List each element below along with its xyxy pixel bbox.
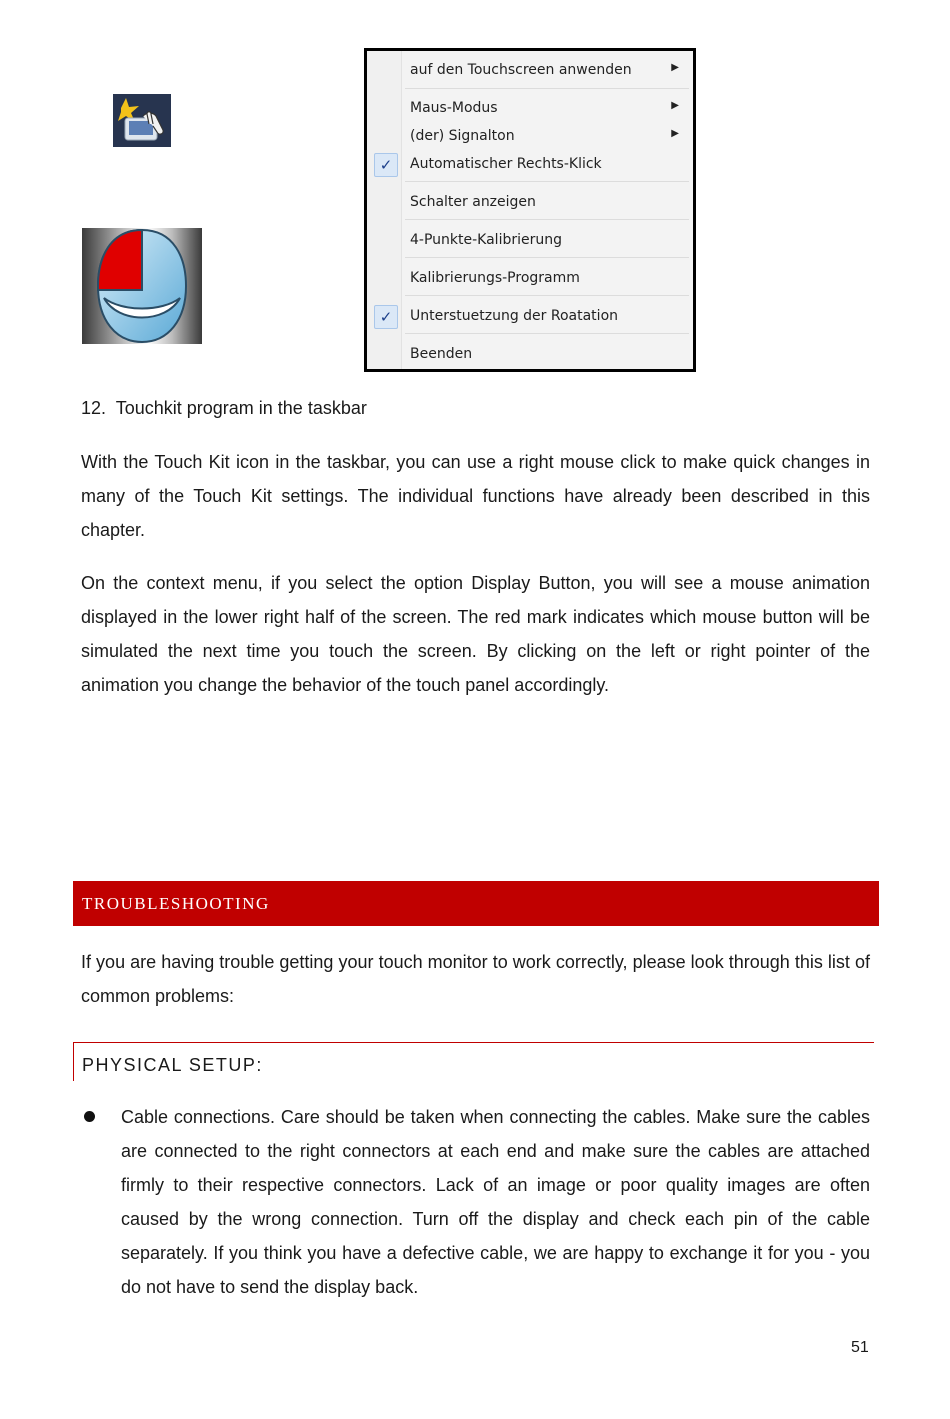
list-item: Cable connections. Care should be taken when connecting the cables. Make sure the cables are connected to the right connectors at each end and make sure the cables are attached firmly to their respective connectors. Lack of an image or poor quality images are often caused by the wrong connection. Turn off the display and check each pin of the cable separately. If you think you have a defective cable, we are happy to exchange it for you - you do not have to send the display back.	[121, 1107, 870, 1297]
check-icon: ✓	[374, 153, 398, 177]
submenu-arrow-icon: ▶	[671, 62, 679, 73]
menu-item-calibration-program[interactable]	[367, 266, 693, 292]
check-icon: ✓	[374, 305, 398, 329]
paragraph: On the context menu, if you select the option Display Button, you will see a mouse animation displayed in the lower right half of the screen. The red mark indicates which mouse button will be simulated the next time you touch the screen. By clicking on the left or right pointer of the animation you change the behavior of the touch panel accordingly.	[81, 573, 870, 695]
menu-item-label: Automatischer Rechts-Klick	[410, 156, 602, 172]
menu-item-apply-to-touchscreen[interactable]	[367, 58, 693, 84]
menu-separator	[405, 257, 689, 258]
troubleshooting-heading: TROUBLESHOOTING	[82, 894, 270, 913]
menu-item-label: Beenden	[410, 346, 473, 362]
touchkit-taskbar-icon[interactable]	[113, 94, 171, 147]
menu-item-auto-right-click[interactable]	[367, 152, 693, 178]
section-number: 12.	[81, 398, 107, 418]
menu-item-4-point-calibration[interactable]	[367, 228, 693, 254]
physical-setup-heading: PHYSICAL SETUP:	[82, 1055, 263, 1075]
menu-item-mouse-mode[interactable]	[367, 96, 693, 122]
menu-separator	[405, 295, 689, 296]
section-title: Touchkit program in the taskbar	[115, 398, 367, 418]
menu-item-label: Maus-Modus	[410, 100, 498, 116]
troubleshooting-banner	[73, 881, 879, 926]
context-menu	[364, 48, 696, 372]
menu-separator	[405, 88, 689, 89]
submenu-arrow-icon: ▶	[671, 128, 679, 139]
page-number: 51	[851, 1339, 869, 1356]
menu-item-label: auf den Touchscreen anwenden	[410, 62, 632, 78]
menu-separator	[405, 333, 689, 334]
menu-separator	[405, 219, 689, 220]
menu-item-exit[interactable]	[367, 342, 693, 368]
physical-setup-heading-box	[73, 1042, 874, 1081]
paragraph: With the Touch Kit icon in the taskbar, you can use a right mouse click to make quick changes in many of the Touch Kit settings. The individual functions have already been described in this chapter.	[81, 452, 870, 540]
bullet-icon	[84, 1111, 95, 1122]
menu-item-rotation-support[interactable]	[367, 304, 693, 330]
paragraph: If you are having trouble getting your touch monitor to work correctly, please look through this list of common problems:	[81, 952, 870, 1006]
menu-item-display-button[interactable]	[367, 190, 693, 216]
menu-item-label: Kalibrierungs-Programm	[410, 270, 580, 286]
mouse-animation-icon[interactable]	[82, 228, 202, 344]
menu-item-label: 4-Punkte-Kalibrierung	[410, 232, 562, 248]
section-heading	[81, 398, 367, 419]
menu-item-label: Unterstuetzung der Roatation	[410, 308, 619, 324]
submenu-arrow-icon: ▶	[671, 100, 679, 111]
menu-separator	[405, 181, 689, 182]
menu-item-beep[interactable]	[367, 124, 693, 150]
menu-item-label: Schalter anzeigen	[410, 194, 536, 210]
menu-item-label: (der) Signalton	[410, 128, 515, 144]
